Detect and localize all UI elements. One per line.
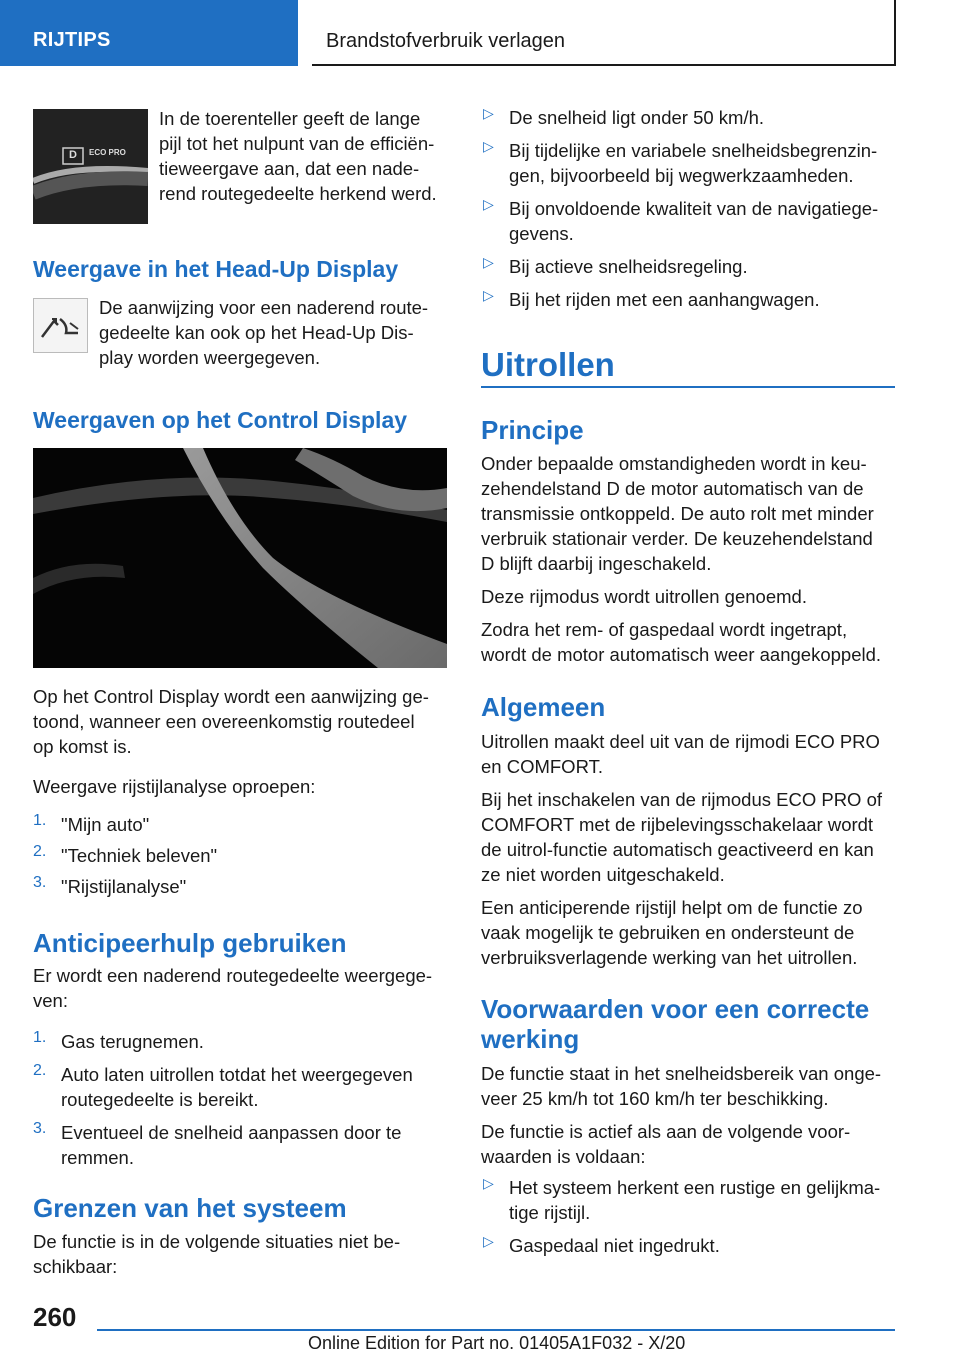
- section-title: RIJTIPS: [33, 29, 111, 51]
- route-illustration: [33, 448, 447, 668]
- conditions-heading: Voorwaarden voor een correcte werking: [481, 994, 870, 1054]
- coast-heading: Uitrollen: [481, 346, 615, 383]
- gauge-illustration: [33, 109, 148, 224]
- principle-text: Onder bepaalde omstandigheden wordt in keu- zehendelstand D de motor automatisch van de transmissie ontkoppeld. De auto rolt met minder verbruik stationair verder. De keuzehendelstand D blijft daarbij ingeschakeld. Deze rijmodus wordt uitrollen genoemd. Zodra het rem- of gaspedaal wordt ingetrapt, wordt de motor automatisch weer aangekoppeld.: [481, 453, 882, 665]
- hud-heading: Weergave in het Head-Up Display: [33, 256, 399, 282]
- limits-bullets: [481, 105, 895, 312]
- footer-edition: Online Edition for Part no. 01405A1F032 - X/20: [308, 1333, 686, 1353]
- gauge-label-eco: ECO PRO: [89, 148, 126, 157]
- anticipate-steps: [33, 1029, 447, 1170]
- anticipate-step: 1. Gas terugnemen.: [33, 1029, 204, 1052]
- control-display-image: [33, 448, 447, 668]
- conditions-text: De functie staat in het snelheidsbereik van onge- veer 25 km/h tot 160 km/h ter beschikking. De functie is actief als aan de volgende voor- waarden is voldaan:: [481, 1063, 882, 1167]
- anticipate-text: Er wordt een naderend routegedeelte weergege- ven:: [33, 965, 433, 1011]
- call-step: 3. "Rijstijlanalyse": [33, 874, 187, 897]
- hud-line: play worden weergegeven.: [99, 347, 321, 368]
- gauge-label-d: D: [69, 149, 77, 161]
- triangle-bullet-icon: ▷: [483, 105, 494, 121]
- bullet-item: ▷ Bij onvoldoende kwaliteit van de navigatiege- gevens.: [483, 196, 879, 244]
- bullet-item: ▷ Gaspedaal niet ingedrukt.: [483, 1233, 720, 1256]
- heading-rule: [481, 386, 895, 388]
- call-step: 1. "Mijn auto": [33, 812, 150, 835]
- cd-text: [33, 684, 447, 759]
- page-header: [0, 0, 960, 66]
- road-warning-icon: [34, 299, 87, 352]
- triangle-bullet-icon: ▷: [483, 196, 494, 212]
- bullet-item: ▷ Bij actieve snelheidsregeling.: [483, 254, 748, 277]
- call-text: Weergave rijstijlanalyse oproepen:: [33, 776, 316, 797]
- hud-text: [99, 295, 449, 370]
- anticipate-step: 2. Auto laten uitrollen totdat het weergegeven routegedeelte is bereikt.: [33, 1062, 413, 1110]
- general-text: Uitrollen maakt deel uit van de rijmodi ECO PRO en COMFORT. Bij het inschakelen van de rijmodus ECO PRO of COMFORT met de rijbelevingsschakelaar wordt de uitrol-functie automatisch geactiveerd en kan ze niet worden uitgeschakeld. Een anticiperende rijstijl helpt om de functie zo vaak mogelijk te gebruiken en ondersteunt de verbruiksverlagende werking van het uitrollen.: [481, 731, 883, 968]
- call-steps: [33, 812, 447, 899]
- triangle-bullet-icon: ▷: [483, 138, 494, 154]
- intro-line: tieweergave aan, dat een nade-: [159, 158, 420, 179]
- conditions-bullets: [481, 1175, 895, 1258]
- bullet-item: ▷ Bij tijdelijke en variabele snelheidsbegrenzin- gen, bijvoorbeeld bij wegwerkzaamheden.: [483, 138, 878, 186]
- cd-heading: Weergaven op het Control Display: [33, 407, 408, 433]
- topic-tab: [312, 0, 896, 66]
- page-number: 260: [33, 1302, 77, 1332]
- limits-heading: Grenzen van het systeem: [33, 1193, 347, 1223]
- principle-heading: Principe: [481, 415, 584, 445]
- bullet-item: ▷ De snelheid ligt onder 50 km/h.: [483, 105, 765, 128]
- general-heading: Algemeen: [481, 692, 606, 722]
- hud-line: gedeelte kan ook op het Head-Up Dis-: [99, 322, 414, 343]
- cd-line: Op het Control Display wordt een aanwijzing ge-: [33, 686, 429, 707]
- anticipate-heading: Anticipeerhulp gebruiken: [33, 928, 347, 958]
- triangle-bullet-icon: ▷: [483, 287, 494, 303]
- footer-rule: [97, 1329, 895, 1331]
- tachometer-image: [33, 109, 148, 224]
- call-step: 2. "Techniek beleven": [33, 843, 218, 866]
- bullet-item: ▷ Bij het rijden met een aanhangwagen.: [483, 287, 820, 310]
- limits-text: De functie is in de volgende situaties niet be- schikbaar:: [33, 1231, 401, 1277]
- intro-line: rend routegedeelte herkend werd.: [159, 183, 437, 204]
- intro-text: [159, 106, 459, 206]
- intro-line: In de toerenteller geeft de lange: [159, 108, 421, 129]
- triangle-bullet-icon: ▷: [483, 1233, 494, 1249]
- hud-icon: [33, 298, 88, 353]
- cd-line: op komst is.: [33, 736, 132, 757]
- hud-line: De aanwijzing voor een naderend route-: [99, 297, 429, 318]
- topic-title: Brandstofverbruik verlagen: [326, 30, 566, 52]
- anticipate-step: 3. Eventueel de snelheid aanpassen door te remmen.: [33, 1120, 402, 1168]
- bullet-item: ▷ Het systeem herkent een rustige en gelijkma- tige rijstijl.: [483, 1175, 881, 1223]
- section-tab: [0, 0, 298, 66]
- intro-line: pijl tot het nulpunt van de efficiën-: [159, 133, 435, 154]
- triangle-bullet-icon: ▷: [483, 254, 494, 270]
- cd-line: toond, wanneer een overeenkomstig routedeel: [33, 711, 415, 732]
- triangle-bullet-icon: ▷: [483, 1175, 494, 1191]
